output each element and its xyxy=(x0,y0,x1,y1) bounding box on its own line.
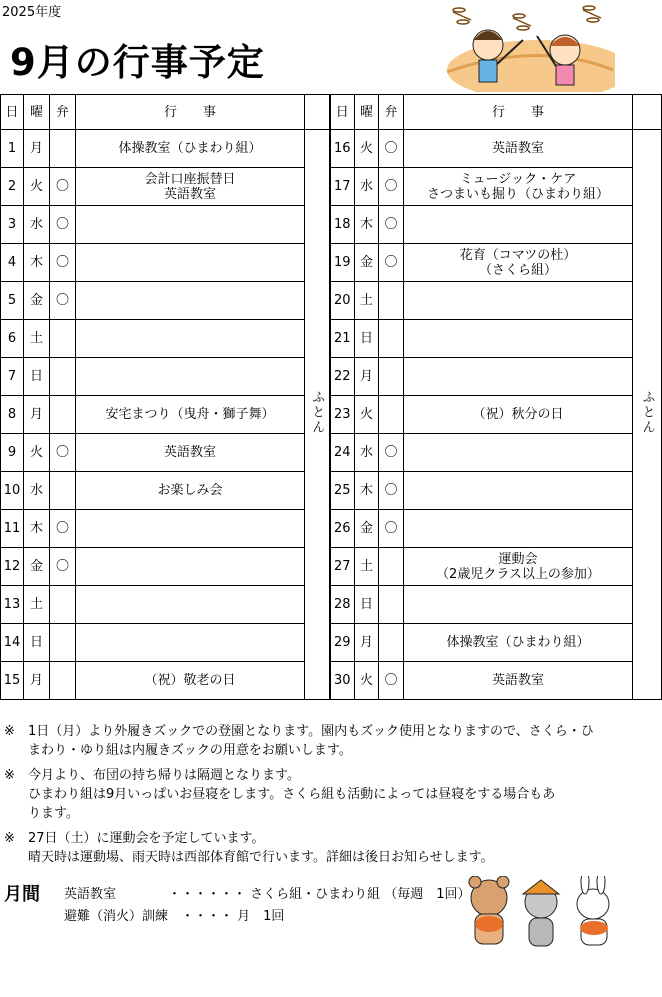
day-cell: 27 xyxy=(330,548,355,586)
lunch-cell xyxy=(50,586,76,624)
event-cell xyxy=(76,548,305,586)
weekday-cell: 火 xyxy=(24,168,50,206)
note-item xyxy=(4,829,654,867)
event-cell xyxy=(76,206,305,244)
lunch-cell xyxy=(379,624,404,662)
day-cell: 24 xyxy=(330,434,355,472)
note-mark: ※ xyxy=(4,831,15,846)
note-line: ※ 1日（月）より外履きズックでの登園となります。園内もズック使用となりますので、さくら・ひ xyxy=(4,724,594,739)
weekday-cell: 木 xyxy=(355,472,379,510)
day-cell: 20 xyxy=(330,282,355,320)
weekday-cell: 木 xyxy=(24,244,50,282)
event-cell xyxy=(404,320,633,358)
lunch-cell: 〇 xyxy=(50,206,76,244)
col-day: 日 xyxy=(1,95,24,130)
event-cell: 体操教室（ひまわり組） xyxy=(76,130,305,168)
note-mark: ※ xyxy=(4,768,15,783)
weekday-cell: 土 xyxy=(355,548,379,586)
weekday-cell: 月 xyxy=(24,396,50,434)
day-cell: 22 xyxy=(330,358,355,396)
col-lunch: 弁 xyxy=(379,95,404,130)
event-cell: （祝）敬老の日 xyxy=(76,662,305,700)
weekday-cell: 金 xyxy=(355,244,379,282)
table-row xyxy=(1,472,662,510)
day-cell: 25 xyxy=(330,472,355,510)
day-cell: 4 xyxy=(1,244,24,282)
weekday-cell: 火 xyxy=(24,434,50,472)
event-cell: 会計口座振替日 英語教室 xyxy=(76,168,305,206)
lunch-cell xyxy=(379,586,404,624)
event-cell xyxy=(76,624,305,662)
note-mark: ※ xyxy=(4,724,15,739)
day-cell: 15 xyxy=(1,662,24,700)
weekday-cell: 水 xyxy=(355,434,379,472)
lunch-cell: 〇 xyxy=(50,510,76,548)
page-title: 9月の行事予定 xyxy=(10,41,265,84)
monthly-label: 月間 xyxy=(4,884,40,905)
header-row xyxy=(1,95,662,130)
col-weekday: 曜 xyxy=(24,95,50,130)
weekday-cell: 日 xyxy=(355,586,379,624)
day-cell: 21 xyxy=(330,320,355,358)
lunch-cell: 〇 xyxy=(50,434,76,472)
lunch-cell xyxy=(50,320,76,358)
weekday-cell: 木 xyxy=(24,510,50,548)
event-cell: 英語教室 xyxy=(76,434,305,472)
weekday-cell: 月 xyxy=(355,624,379,662)
children-dragonfly-illustration xyxy=(443,0,615,92)
note-line: ります。 xyxy=(28,806,79,821)
lunch-cell: 〇 xyxy=(50,168,76,206)
table-row xyxy=(1,358,662,396)
day-cell: 8 xyxy=(1,396,24,434)
note-item xyxy=(4,722,654,760)
lunch-cell: 〇 xyxy=(379,206,404,244)
day-cell: 13 xyxy=(1,586,24,624)
event-cell xyxy=(76,320,305,358)
weekday-cell: 月 xyxy=(355,358,379,396)
day-cell: 7 xyxy=(1,358,24,396)
lunch-cell xyxy=(379,358,404,396)
col-event: 行 事 xyxy=(76,95,305,130)
day-cell: 3 xyxy=(1,206,24,244)
fiscal-year: 2025年度 xyxy=(2,5,62,20)
table-row xyxy=(1,548,662,586)
weekday-cell: 水 xyxy=(24,206,50,244)
day-cell: 28 xyxy=(330,586,355,624)
weekday-cell: 月 xyxy=(24,662,50,700)
weekday-cell: 月 xyxy=(24,130,50,168)
note-item xyxy=(4,766,654,823)
lunch-cell: 〇 xyxy=(379,434,404,472)
table-row xyxy=(1,396,662,434)
event-cell xyxy=(76,358,305,396)
table-row xyxy=(1,662,662,700)
weekday-cell: 金 xyxy=(355,510,379,548)
weekday-cell: 火 xyxy=(355,396,379,434)
table-row xyxy=(1,510,662,548)
weekday-cell: 日 xyxy=(355,320,379,358)
futon-note xyxy=(305,130,330,700)
event-cell: 安宅まつり（曳舟・獅子舞） xyxy=(76,396,305,434)
lunch-cell: 〇 xyxy=(379,244,404,282)
col-futon xyxy=(633,95,662,130)
table-row xyxy=(1,130,662,168)
weekday-cell: 金 xyxy=(24,282,50,320)
table-row xyxy=(1,320,662,358)
day-cell: 5 xyxy=(1,282,24,320)
weekday-cell: 木 xyxy=(355,206,379,244)
lunch-cell xyxy=(50,624,76,662)
col-event: 行 事 xyxy=(404,95,633,130)
futon-text: ふとん xyxy=(639,390,655,435)
event-cell xyxy=(404,358,633,396)
table-row xyxy=(1,586,662,624)
day-cell: 29 xyxy=(330,624,355,662)
event-cell xyxy=(404,472,633,510)
weekday-cell: 土 xyxy=(24,586,50,624)
event-cell: 運動会 （2歳児クラス以上の参加） xyxy=(404,548,633,586)
day-cell: 23 xyxy=(330,396,355,434)
lunch-cell xyxy=(379,548,404,586)
col-weekday: 曜 xyxy=(355,95,379,130)
col-day: 日 xyxy=(330,95,355,130)
day-cell: 1 xyxy=(1,130,24,168)
note-line: ひまわり組は9月いっぱいお昼寝をします。さくら組も活動によっては昼寝をする場合もあ xyxy=(28,787,556,802)
day-cell: 19 xyxy=(330,244,355,282)
lunch-cell: 〇 xyxy=(379,662,404,700)
table-row xyxy=(1,434,662,472)
event-cell: （祝）秋分の日 xyxy=(404,396,633,434)
lunch-cell xyxy=(50,662,76,700)
day-cell: 9 xyxy=(1,434,24,472)
futon-text: ふとん xyxy=(309,390,325,435)
day-cell: 18 xyxy=(330,206,355,244)
day-cell: 30 xyxy=(330,662,355,700)
note-line: まわり・ゆり組は内履きズックの用意をお願いします。 xyxy=(28,743,352,758)
event-cell xyxy=(76,244,305,282)
weekday-cell: 日 xyxy=(24,358,50,396)
event-cell xyxy=(76,510,305,548)
lunch-cell xyxy=(379,282,404,320)
lunch-cell: 〇 xyxy=(50,244,76,282)
weekday-cell: 火 xyxy=(355,130,379,168)
lunch-cell xyxy=(379,396,404,434)
event-cell: 英語教室 xyxy=(404,662,633,700)
lunch-cell xyxy=(50,396,76,434)
lunch-cell: 〇 xyxy=(379,168,404,206)
event-cell xyxy=(404,510,633,548)
weekday-cell: 日 xyxy=(24,624,50,662)
lunch-cell: 〇 xyxy=(50,282,76,320)
table-row xyxy=(1,624,662,662)
event-cell xyxy=(76,586,305,624)
day-cell: 17 xyxy=(330,168,355,206)
event-cell xyxy=(76,282,305,320)
note-line: ※ 今月より、布団の持ち帰りは隔週となります。 xyxy=(4,768,300,783)
event-cell: 花育（コマツの杜） （さくら組） xyxy=(404,244,633,282)
day-cell: 10 xyxy=(1,472,24,510)
event-cell xyxy=(404,434,633,472)
col-futon xyxy=(305,95,330,130)
col-lunch: 弁 xyxy=(50,95,76,130)
lunch-cell xyxy=(379,320,404,358)
futon-note xyxy=(633,130,662,700)
weekday-cell: 火 xyxy=(355,662,379,700)
event-cell: 体操教室（ひまわり組） xyxy=(404,624,633,662)
lunch-cell xyxy=(50,358,76,396)
event-cell xyxy=(404,586,633,624)
note-line: ※ 27日（土）に運動会を予定しています。 xyxy=(4,831,265,846)
monthly-item: 英語教室 ・・・・・・ さくら組・ひまわり組 （毎週 1回） xyxy=(64,887,471,902)
table-row xyxy=(1,168,662,206)
table-row xyxy=(1,282,662,320)
lunch-cell xyxy=(50,472,76,510)
day-cell: 12 xyxy=(1,548,24,586)
lunch-cell: 〇 xyxy=(50,548,76,586)
day-cell: 14 xyxy=(1,624,24,662)
event-cell: ミュージック・ケア さつまいも掘り（ひまわり組） xyxy=(404,168,633,206)
schedule-table xyxy=(0,94,662,700)
day-cell: 11 xyxy=(1,510,24,548)
table-row xyxy=(1,244,662,282)
lunch-cell xyxy=(50,130,76,168)
weekday-cell: 水 xyxy=(24,472,50,510)
lunch-cell: 〇 xyxy=(379,130,404,168)
day-cell: 26 xyxy=(330,510,355,548)
lunch-cell: 〇 xyxy=(379,510,404,548)
monthly-item: 避難（消火）訓練 ・・・・ 月 1回 xyxy=(64,909,285,924)
event-cell xyxy=(404,206,633,244)
table-row xyxy=(1,206,662,244)
lunch-cell: 〇 xyxy=(379,472,404,510)
notes xyxy=(4,722,654,873)
animal-characters-illustration xyxy=(463,876,621,954)
weekday-cell: 土 xyxy=(24,320,50,358)
day-cell: 2 xyxy=(1,168,24,206)
weekday-cell: 金 xyxy=(24,548,50,586)
event-cell xyxy=(404,282,633,320)
weekday-cell: 水 xyxy=(355,168,379,206)
weekday-cell: 土 xyxy=(355,282,379,320)
note-line: 晴天時は運動場、雨天時は西部体育館で行います。詳細は後日お知らせします。 xyxy=(28,850,494,865)
event-cell: お楽しみ会 xyxy=(76,472,305,510)
day-cell: 16 xyxy=(330,130,355,168)
day-cell: 6 xyxy=(1,320,24,358)
event-cell: 英語教室 xyxy=(404,130,633,168)
